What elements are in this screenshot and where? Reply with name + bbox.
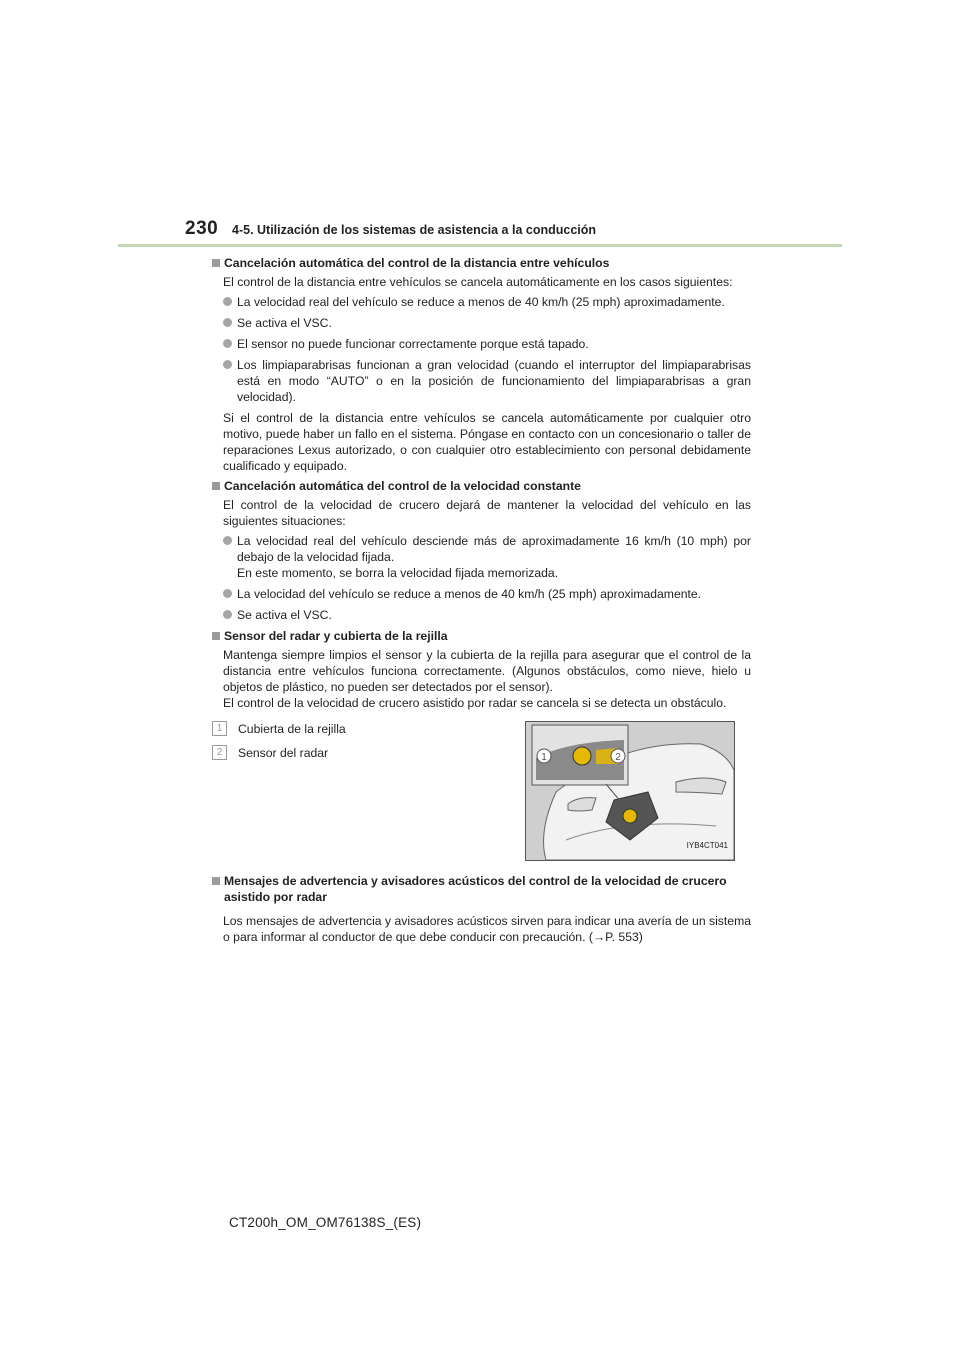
svg-text:1: 1 [541, 752, 547, 763]
bullet-item: Se activa el VSC. [211, 607, 751, 623]
paragraph-line: El control de la velocidad de crucero asistido por radar se cancela si se detecta un obstáculo. [223, 696, 727, 710]
legend-number: 1 [212, 721, 227, 736]
legend-label: Cubierta de la rejilla [238, 722, 346, 736]
figure-code: IYB4CT041 [686, 841, 728, 850]
svg-text:2: 2 [615, 752, 621, 763]
paragraph: El control de la distancia entre vehículos se cancela automáticamente en los casos siguientes: [223, 275, 733, 289]
bullet-item: La velocidad del vehículo se reduce a menos de 40 km/h (25 mph) aproximadamente. [211, 586, 751, 602]
bullet-item: La velocidad real del vehículo se reduce a menos de 40 km/h (25 mph) aproximadamente. [211, 294, 751, 310]
bullet-item: El sensor no puede funcionar correctamente porque está tapado. [211, 336, 751, 352]
paragraph: El control de la velocidad de crucero dejará de mantener la velocidad del vehículo en las siguientes situaciones: [223, 498, 751, 528]
section-heading-warnings: Mensajes de advertencia y avisadores acústicos del control de la velocidad de crucero asistido por radar [211, 873, 751, 905]
paragraph: Si el control de la distancia entre vehículos se cancela automáticamente por cualquier otro motivo, puede haber un fallo en el sistema. Póngase en contacto con un concesionario o taller de reparaciones Lexus autorizado, o con cualquier otro establecimiento con personal debidamente cualificado y equipado. [223, 411, 751, 473]
legend-label: Sensor del radar [238, 746, 329, 760]
legend-number: 2 [212, 745, 227, 760]
legend-item [212, 745, 512, 769]
bullet-item: Los limpiaparabrisas funcionan a gran velocidad (cuando el interruptor del limpiaparabrisas está en modo “AUTO” o en la posición de funcionamiento del limpiaparabrisas a gran velocidad). [211, 357, 751, 405]
page-content [211, 255, 751, 949]
car-grille-illustration [525, 721, 735, 861]
chapter-title: 4-5. Utilización de los sistemas de asistencia a la conducción [232, 223, 597, 237]
section-heading-speed-cancel: Cancelación automática del control de la velocidad constante [211, 478, 751, 494]
bullet-line: En este momento, se borra la velocidad fijada memorizada. [237, 566, 559, 580]
paragraph-line: Mantenga siempre limpios el sensor y la cubierta de la rejilla para asegurar que el control de la distancia entre vehículos funciona correctamente. (Algunos obstáculos, como nieve, hielo u objetos de plástico, no pueden ser detectados por el sensor). [223, 648, 751, 694]
page-number: 230 [185, 218, 219, 239]
figure-row [211, 721, 751, 861]
figure-legend [212, 721, 512, 769]
footer-doc-id: CT200h_OM_OM76138S_(ES) [229, 1215, 422, 1230]
bullet-item: Se activa el VSC. [211, 315, 751, 331]
section-heading-radar-sensor: Sensor del radar y cubierta de la rejilla [211, 628, 751, 644]
legend-item [212, 721, 512, 745]
header-rule [118, 244, 842, 247]
bullet-item [211, 533, 751, 581]
paragraph: Los mensajes de advertencia y avisadores acústicos sirven para indicar una avería de un sistema o para informar al conductor de que debe conducir con precaución. (→P. 553) [223, 914, 751, 944]
bullet-line: La velocidad real del vehículo desciende más de aproximadamente 16 km/h (10 mph) por debajo de la velocidad fijada. [237, 534, 751, 564]
paragraph [211, 647, 751, 711]
section-heading-distance-cancel: Cancelación automática del control de la distancia entre vehículos [211, 255, 751, 271]
